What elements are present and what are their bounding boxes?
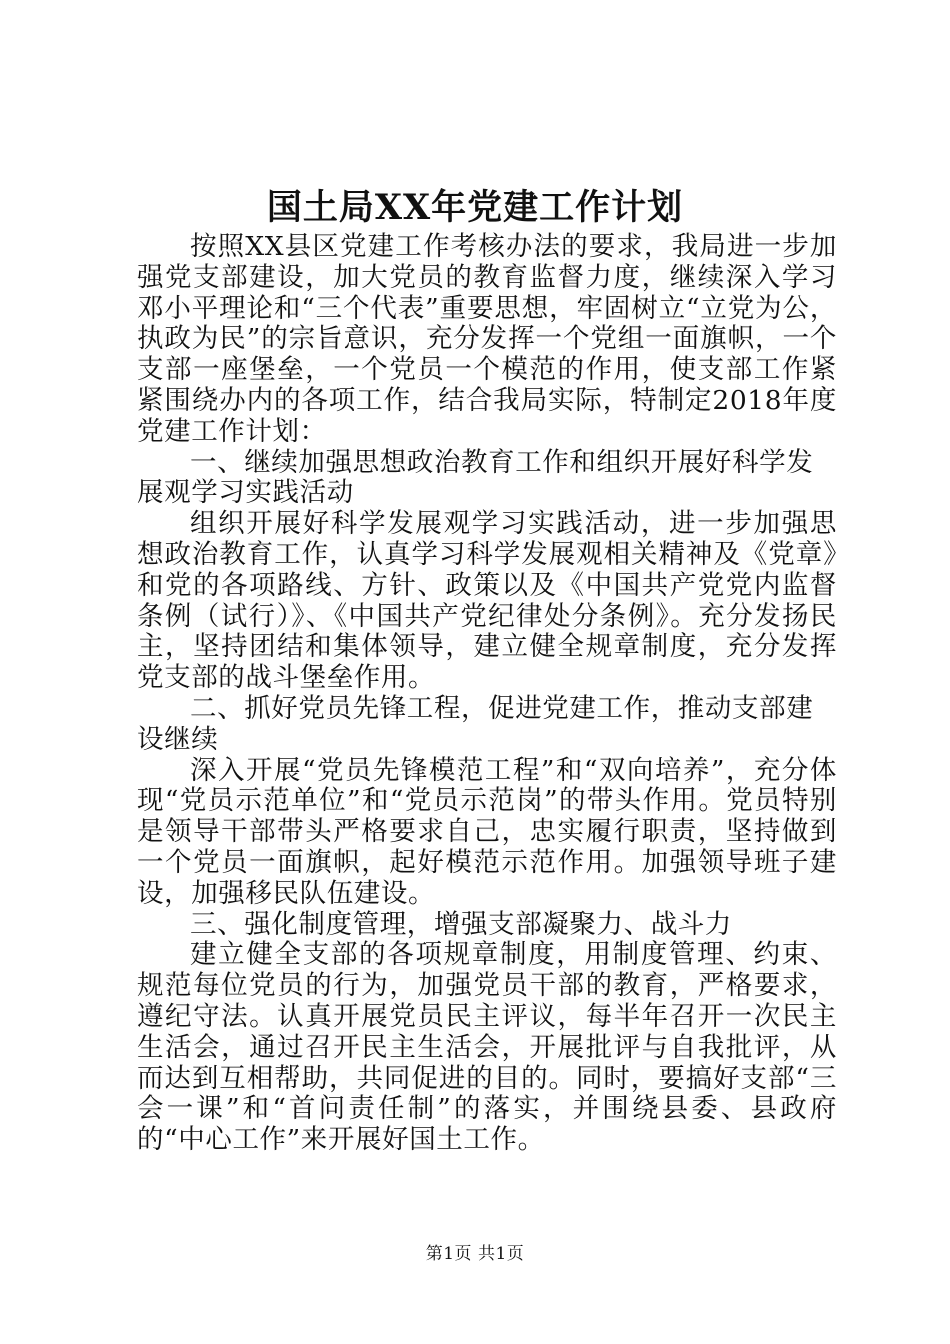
document-body xyxy=(137,232,837,1156)
page-title: 国土局XX年党建工作计划 xyxy=(266,187,684,228)
section-heading-1: 一、继续加强思想政治教育工作和组织开展好科学发展观学习实践活动 xyxy=(137,446,814,509)
page-footer: 第1页 共1页 xyxy=(425,1244,525,1264)
section-heading-2: 二、抓好党员先锋工程，促进党建工作，推动支部建设继续 xyxy=(137,692,814,755)
section-body-3: 建立健全支部的各项规章制度，用制度管理、约束、规范每位党员的行为，加强党员干部的教育，严格要求，遵纪守法。认真开展党员民主评议，每半年召开一次民主生活会，通过召开民主生活会，开展批评与自我批评，从而达到互相帮助，共同促进的目的。同时，要搞好支部“三会一课”和“首问责任制”的落实，并围绕县委、县政府的“中心工作”来开展好国土工作。 xyxy=(137,939,837,1156)
section-body-1: 组织开展好科学发展观学习实践活动，进一步加强思想政治教育工作，认真学习科学发展观相关精神及《党章》和党的各项路线、方针、政策以及《中国共产党党内监督条例（试行）》、《中国共产党纪律处分条例》。充分发扬民主，坚持团结和集体领导，建立健全规章制度，充分发挥党支部的战斗堡垒作用。 xyxy=(137,508,837,694)
intro-paragraph: 按照XX县区党建工作考核办法的要求，我局进一步加强党支部建设，加大党员的教育监督力度，继续深入学习邓小平理论和“三个代表”重要思想，牢固树立“立党为公，执政为民”的宗旨意识，充分发挥一个党组一面旗帜，一个支部一座堡垒，一个党员一个模范的作用，使支部工作紧紧围绕办内的各项工作，结合我局实际，特制定2018年度党建工作计划： xyxy=(137,231,837,447)
section-body-2: 深入开展“党员先锋模范工程”和“双向培养”，充分体现“党员示范单位”和“党员示范岗”的带头作用。党员特别是领导干部带头严格要求自己，忠实履行职责，坚持做到一个党员一面旗帜，起好模范示范作用。加强领导班子建设，加强移民队伍建设。 xyxy=(137,754,837,909)
section-heading-3: 三、强化制度管理，增强支部凝聚力、战斗力 xyxy=(190,908,732,940)
